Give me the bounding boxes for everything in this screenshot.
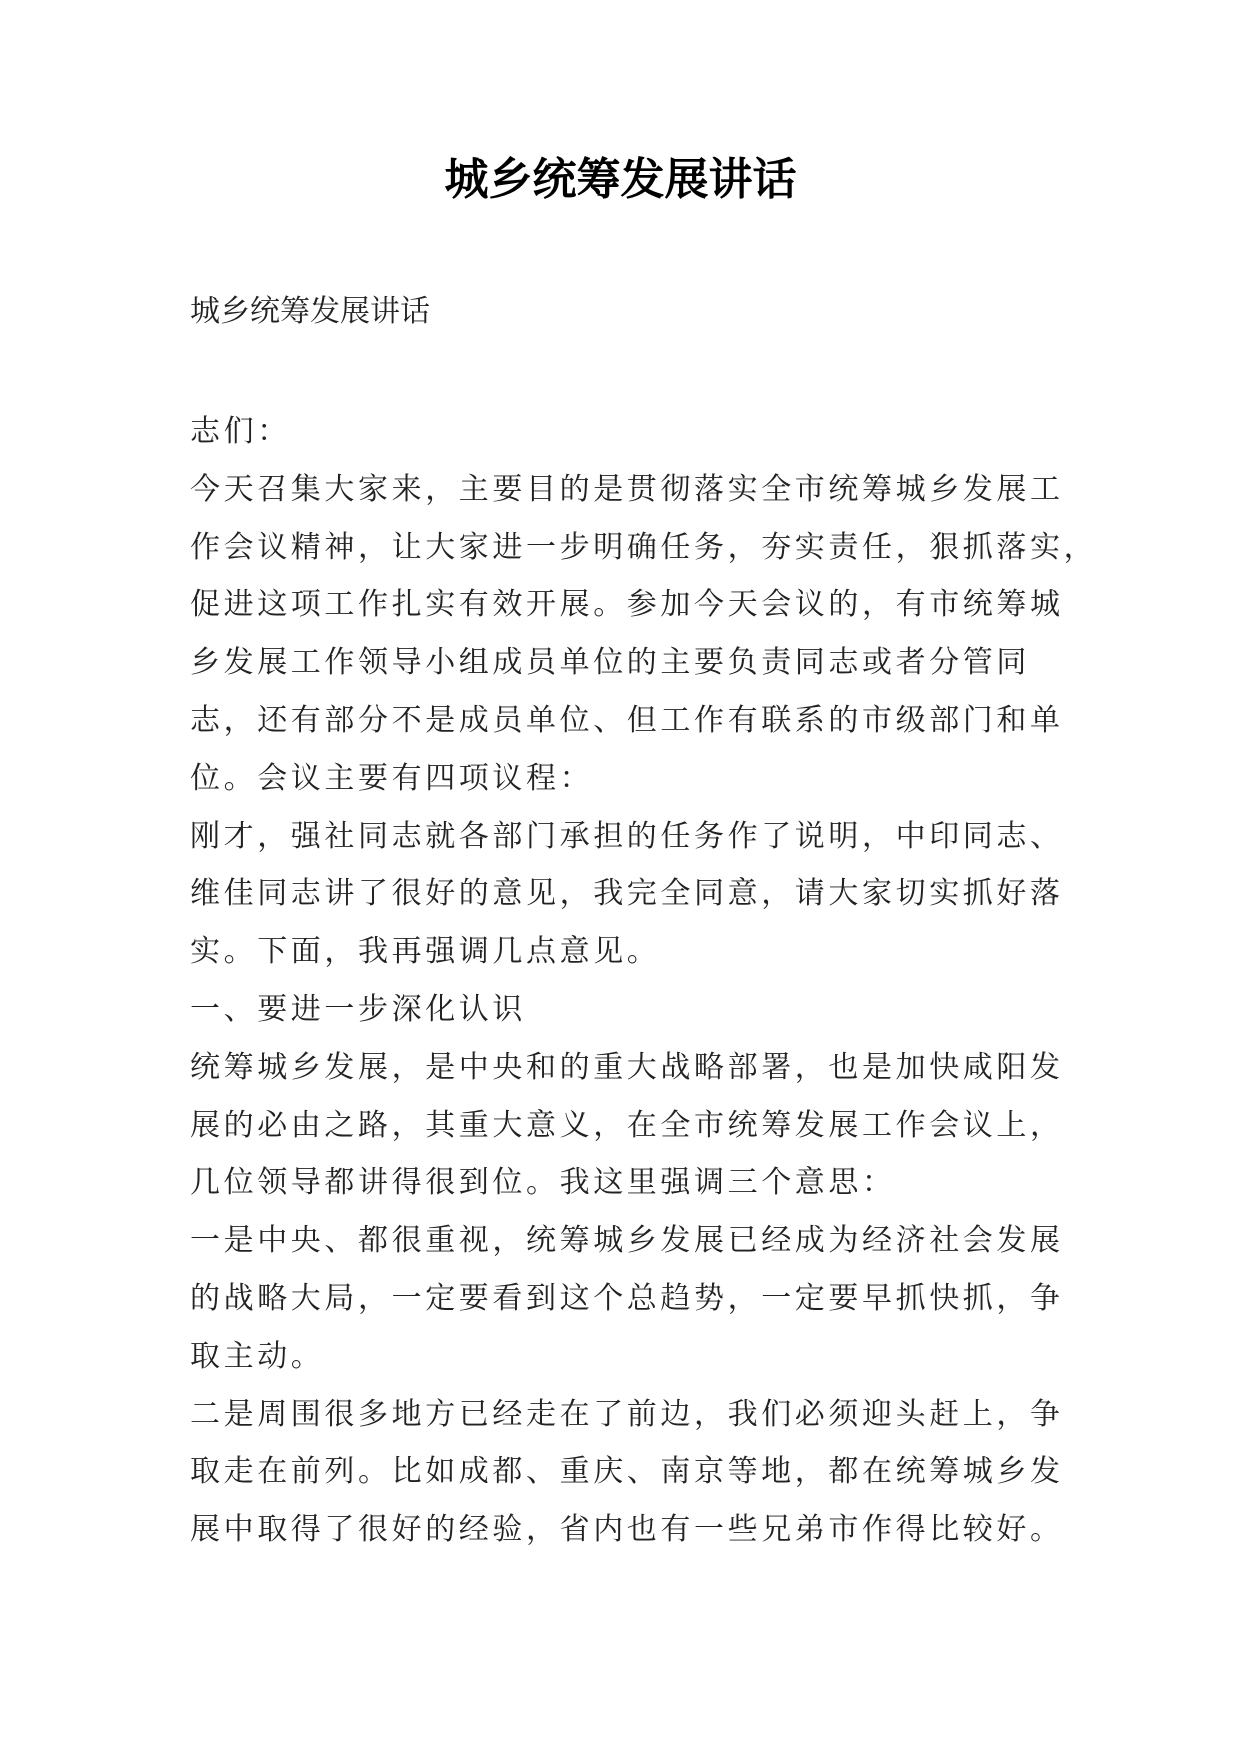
body-line: 乡发展工作领导小组成员单位的主要负责同志或者分管同	[190, 645, 1030, 681]
body-line: 维佳同志讲了很好的意见，我完全同意，请大家切实抓好落	[190, 876, 1064, 912]
section-heading: 一、要进一步深化认识	[190, 991, 526, 1027]
body-line: 展中取得了很好的经验，省内也有一些兄弟市作得比较好。	[190, 1512, 1064, 1548]
body-line: 今天召集大家来，主要目的是贯彻落实全市统筹城乡发展工	[190, 471, 1064, 507]
body-line: 的战略大局，一定要看到这个总趋势，一定要早抓快抓，争	[190, 1280, 1064, 1316]
document-body	[190, 403, 1098, 1559]
body-line: 几位领导都讲得很到位。我这里强调三个意思：	[190, 1165, 896, 1201]
body-line: 实。下面，我再强调几点意见。	[190, 934, 661, 970]
body-line: 取主动。	[190, 1338, 325, 1374]
body-line: 位。会议主要有四项议程：	[190, 760, 594, 796]
body-line: 取走在前列。比如成都、重庆、南京等地，都在统筹城乡发	[190, 1454, 1064, 1490]
body-line: 作会议精神，让大家进一步明确任务，夯实责任，狠抓落实，	[190, 529, 1098, 565]
document-title: 城乡统筹发展讲话	[444, 154, 797, 205]
body-line: 志，还有部分不是成员单位、但工作有联系的市级部门和单	[190, 702, 1064, 738]
document-subtitle: 城乡统筹发展讲话	[190, 294, 430, 329]
body-line: 二是周围很多地方已经走在了前边，我们必须迎头赶上，争	[190, 1396, 1064, 1432]
body-line: 促进这项工作扎实有效开展。参加今天会议的，有市统筹城	[190, 587, 1064, 623]
body-line: 展的必由之路，其重大意义，在全市统筹发展工作会议上，	[190, 1107, 1064, 1143]
body-line: 刚才，强社同志就各部门承担的任务作了说明，中印同志、	[190, 818, 1064, 854]
body-line: 统筹城乡发展，是中央和的重大战略部署，也是加快咸阳发	[190, 1049, 1064, 1085]
body-line: 志们：	[190, 414, 291, 449]
body-line: 一是中央、都很重视，统筹城乡发展已经成为经济社会发展	[190, 1223, 1064, 1259]
